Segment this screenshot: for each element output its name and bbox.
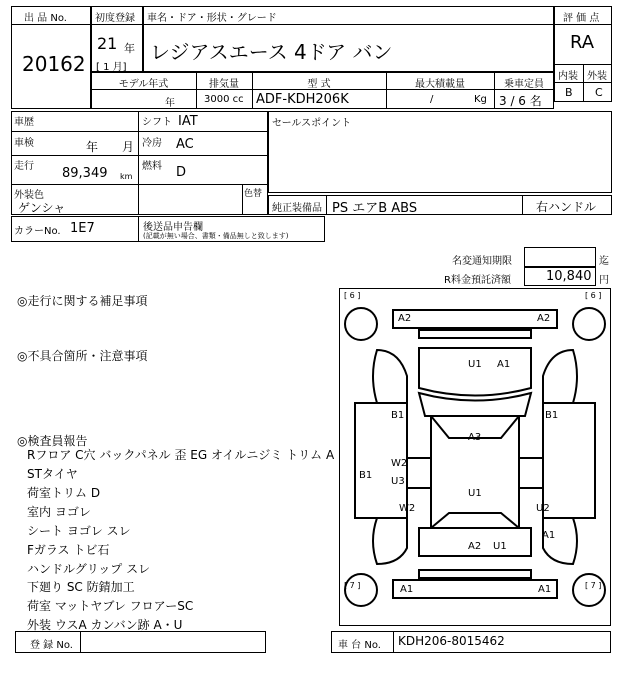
inspector-line: 下廻り SC 防錆加工: [27, 580, 135, 594]
damage-mark: U1: [468, 359, 482, 370]
ac-label: 冷房: [142, 138, 162, 149]
shift: IAT: [178, 114, 198, 129]
divider: [393, 631, 394, 653]
damage-mark: A1: [538, 584, 552, 595]
defects-label: ◎不具合箇所・注意事項: [17, 349, 148, 363]
damage-mark: A1: [400, 584, 414, 595]
exterior-label: 外装: [587, 71, 607, 82]
max-load-slash: /: [430, 94, 434, 105]
deadline-label: 名変通知期限: [452, 256, 512, 267]
chassis-label: 車 台 No.: [338, 640, 381, 651]
divider: [138, 111, 139, 215]
color-label: 外装色: [14, 190, 44, 201]
first-reg-year: 21: [97, 34, 118, 53]
history-label: 車歴: [14, 117, 34, 128]
damage-mark: B1: [359, 470, 373, 481]
equipment: PS エアB ABS: [332, 201, 418, 216]
interior-grade: B: [565, 86, 573, 99]
divider: [80, 631, 81, 653]
color-no: 1E7: [70, 221, 95, 236]
divider: [554, 24, 612, 25]
mileage: 89,349: [62, 166, 108, 181]
divider: [583, 64, 584, 102]
damage-mark: W2: [391, 458, 408, 469]
capacity: 3 / 6 名: [499, 94, 542, 108]
tire-front-right-icon: [573, 308, 605, 340]
inspector-line: 荷室トリム D: [27, 486, 101, 500]
deadline-unit: 迄: [599, 256, 609, 267]
damage-mark: A1: [542, 530, 556, 541]
damage-mark: B1: [391, 410, 405, 421]
mileage-unit: km: [120, 172, 133, 181]
divider: [11, 184, 268, 185]
divider: [11, 131, 268, 132]
handle: 右ハンドル: [536, 200, 597, 214]
color-change-label: 色替: [244, 189, 263, 199]
recycle-value: 10,840: [546, 269, 592, 284]
damage-mark: A1: [497, 359, 511, 370]
score: RA: [570, 32, 595, 53]
equipment-label: 純正装備品: [272, 203, 322, 214]
name-label: 車名・ドア・形状・グレード: [147, 13, 277, 24]
inspector-line: 室内 ヨゴレ: [27, 505, 91, 519]
divider: [11, 24, 91, 25]
recycle-label: R料金預託済額: [444, 275, 511, 286]
interior-label: 内装: [558, 71, 578, 82]
chassis-no: KDH206-8015462: [398, 634, 505, 648]
inspector-line: シート ヨゴレ スレ: [27, 524, 131, 538]
damage-mark: U1: [493, 541, 507, 552]
divider: [143, 24, 554, 25]
car-diagram: [339, 288, 611, 626]
tire-rear-left-mark: [ 7 ]: [344, 581, 361, 590]
inspector-line: STタイヤ: [27, 467, 78, 481]
registration-label: 登 録 No.: [30, 640, 73, 651]
inspector-line: Rフロア C穴 バックパネル 歪 EG オイルニジミ トリム A: [27, 448, 335, 462]
color: ゲンシャ: [18, 201, 66, 215]
inspector-line: 外装 ウスA カンバン跡 A・U: [27, 618, 183, 632]
divider: [242, 184, 243, 215]
after-note: (記載が無い場合、書類・備品無しと致します): [143, 232, 289, 240]
model-year-label: モデル年式: [118, 79, 169, 90]
model-label: 型 式: [307, 79, 331, 90]
deadline-field: [524, 247, 596, 267]
first-reg-month: [ 1 月]: [96, 62, 127, 73]
sales-point-label: セールスポイント: [272, 118, 352, 129]
after-label: 後送品申告欄: [143, 222, 203, 233]
max-load-unit: Kg: [474, 94, 487, 105]
displacement: 3000 cc: [204, 94, 244, 105]
tire-rear-right-mark: [ 7 ]: [585, 581, 602, 590]
damage-mark: A3: [468, 432, 482, 443]
fuel-label: 燃料: [142, 161, 162, 172]
damage-mark: A2: [537, 313, 551, 324]
tire-front-right-mark: [ 6 ]: [585, 291, 602, 300]
divider: [554, 82, 612, 83]
model-code: ADF-KDH206K: [256, 92, 349, 107]
mileage-label: 走行: [14, 161, 34, 172]
car-name: レジアスエース 4ドア バン: [150, 40, 393, 64]
ac: AC: [176, 137, 194, 152]
damage-mark: B1: [545, 410, 559, 421]
damage-mark: U1: [468, 488, 482, 499]
divider: [326, 195, 327, 215]
inspector-line: 荷室 マットヤブレ フロアーSC: [27, 599, 194, 613]
damage-mark: U3: [391, 476, 405, 487]
inspection-year: 年: [86, 140, 99, 154]
tire-front-left-icon: [345, 308, 377, 340]
driving-label: ◎走行に関する補足事項: [17, 294, 148, 308]
inspector-label: ◎検査員報告: [17, 434, 88, 448]
divider: [522, 195, 523, 215]
tire-front-left-mark: [ 6 ]: [344, 291, 361, 300]
divider: [11, 155, 268, 156]
lot-no: 20162: [22, 52, 86, 76]
tire-rear-right-icon: [573, 574, 605, 606]
damage-mark: W2: [399, 503, 416, 514]
divider: [91, 24, 143, 25]
shift-label: シフト: [142, 117, 172, 128]
fuel: D: [176, 165, 187, 180]
capacity-label: 乗車定員: [504, 79, 544, 90]
inspection-label: 車検: [14, 138, 34, 149]
inspector-line: ハンドルグリップ スレ: [27, 562, 151, 576]
tire-rear-left-icon: [345, 574, 377, 606]
lot-no-label: 出 品 No.: [24, 13, 67, 24]
divider: [138, 216, 139, 242]
damage-mark: A2: [398, 313, 412, 324]
model-year-unit: 年: [165, 98, 175, 109]
inspector-line: Fガラス トビ石: [27, 543, 110, 557]
color-no-label: カラーNo.: [14, 226, 61, 237]
first-reg-label: 初度登録: [95, 13, 135, 24]
displacement-label: 排気量: [209, 79, 239, 90]
exterior-grade: C: [595, 86, 603, 99]
max-load-label: 最大積載量: [415, 79, 465, 90]
damage-mark: U2: [536, 503, 550, 514]
inspection-month: 月: [122, 140, 135, 154]
damage-mark: A2: [468, 541, 482, 552]
year-char: 年: [124, 42, 135, 55]
recycle-unit: 円: [599, 275, 609, 286]
score-label: 評 価 点: [563, 13, 600, 24]
